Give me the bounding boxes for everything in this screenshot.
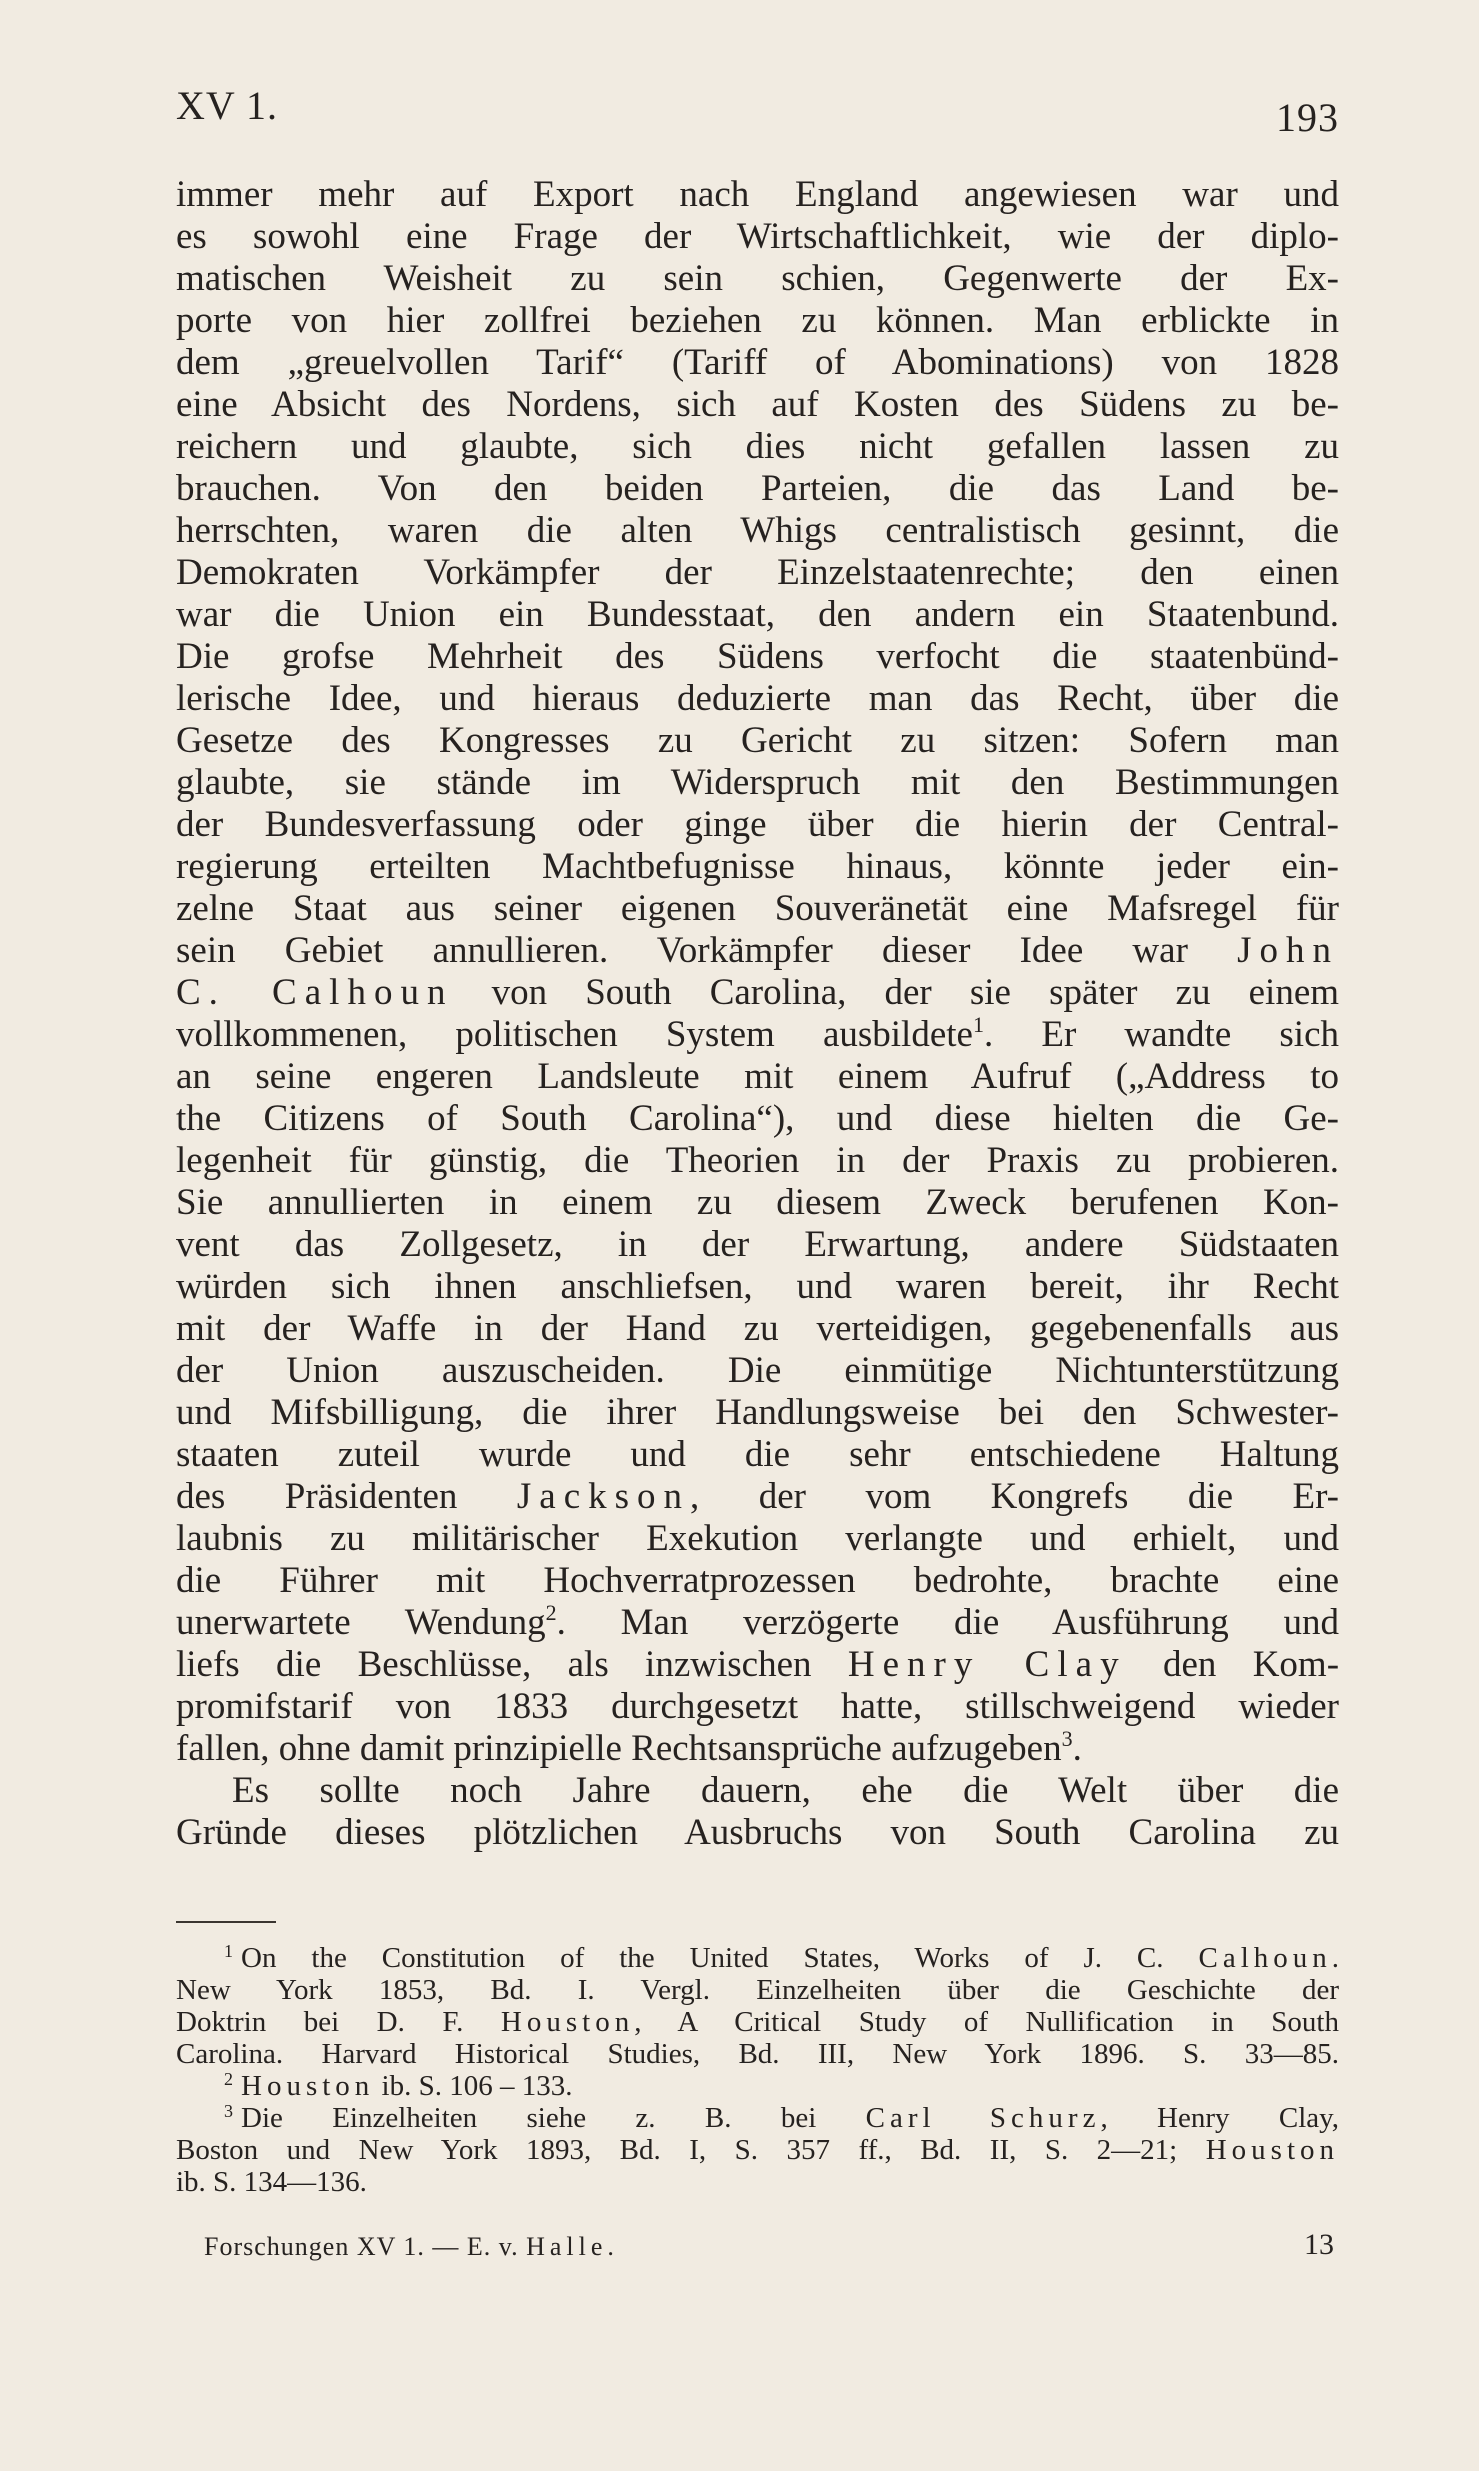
text-line: porte von hier zollfrei beziehen zu können. Man erblickte in: [176, 300, 1339, 341]
text-line: staaten zuteil wurde und die sehr entschiedene Haltung: [176, 1434, 1339, 1475]
text-line: brauchen. Von den beiden Parteien, die das Land be-: [176, 468, 1339, 509]
text-line: [176, 1602, 1339, 1644]
spaced-name: Henry Clay: [847, 1644, 1127, 1685]
text-line: die Führer mit Hochverratprozessen bedrohte, brachte eine: [176, 1560, 1339, 1601]
text-line: an seine engeren Landsleute mit einem Aufruf („Address to: [176, 1056, 1339, 1097]
text-run: Boston und New York 1893, Bd. I, S. 357 ff., Bd. II, S. 2—21;: [176, 2134, 1178, 2166]
spaced-name: Jackson: [516, 1476, 691, 1517]
text-line: Gesetze des Kongresses zu Gericht zu sitzen: Sofern man: [176, 720, 1339, 761]
text-line: es sowohl eine Frage der Wirtschaftlichkeit, wie der diplo-: [176, 216, 1339, 257]
text-line: der Union auszuscheiden. Die einmütige Nichtunterstützung: [176, 1350, 1339, 1391]
text-line: [176, 1014, 1339, 1056]
page-number: 193: [1276, 95, 1339, 140]
section-label: XV 1.: [176, 83, 279, 128]
text-line: reichern und glaubte, sich dies nicht gefallen lassen zu: [176, 426, 1339, 467]
text-line: eine Absicht des Nordens, sich auf Kosten des Südens zu be-: [176, 384, 1339, 425]
footnote-line: Carolina. Harvard Historical Studies, Bd. III, New York 1896. S. 33—85.: [176, 2038, 1339, 2070]
text-run: . Er wandte sich: [983, 1014, 1340, 1055]
footnote-ref: 2: [545, 1600, 557, 1625]
text-line: promifstarif von 1833 durchgesetzt hatte, stillschweigend wieder: [176, 1686, 1339, 1727]
text-line: Es sollte noch Jahre dauern, ehe die Welt über die: [232, 1770, 1339, 1811]
spaced-name: Carl Schurz: [865, 2102, 1101, 2134]
footnote-marker: 3: [224, 2101, 233, 2121]
spaced-name: Calhoun: [1198, 1942, 1332, 1974]
text-run: sein Gebiet annullieren. Vorkämpfer dieser Idee war: [176, 930, 1188, 971]
text-run: liefs die Beschlüsse, als inzwischen: [176, 1644, 812, 1685]
text-line: mit der Waffe in der Hand zu verteidigen, gegebenenfalls aus: [176, 1308, 1339, 1349]
text-line: legenheit für günstig, die Theorien in der Praxis zu probieren.: [176, 1140, 1339, 1181]
footnote-line: [176, 2102, 1339, 2134]
text-run: vollkommenen, politischen System ausbildete: [176, 1014, 973, 1055]
body-text: [176, 174, 1339, 1854]
text-run: ib. S. 106 – 133.: [374, 2070, 573, 2102]
text-line: und Mifsbilligung, die ihrer Handlungsweise bei den Schwester-: [176, 1392, 1339, 1433]
series-imprint: [204, 2232, 615, 2262]
page-footer: [204, 2228, 1339, 2272]
spaced-name: Houston: [500, 2006, 635, 2038]
text-line: laubnis zu militärischer Exekution verlangte und erhielt, und: [176, 1518, 1339, 1559]
text-run: Die Einzelheiten siehe z. B. bei: [241, 2102, 817, 2134]
spaced-name: Houston: [1205, 2134, 1340, 2166]
text-line: the Citizens of South Carolina“), und diese hielten die Ge-: [176, 1098, 1339, 1139]
footnote-line: [176, 1942, 1339, 1974]
text-run: Doktrin bei D. F.: [176, 2006, 464, 2038]
signature-mark: 13: [1304, 2228, 1334, 2261]
footnote-line: ib. S. 134—136.: [176, 2166, 367, 2198]
footnote-line: New York 1853, Bd. I. Vergl. Einzelheiten über die Geschichte der: [176, 1974, 1339, 2006]
text-line: der Bundesverfassung oder ginge über die hierin der Central-: [176, 804, 1339, 845]
text-line: zelne Staat aus seiner eigenen Souveränetät eine Mafsregel für: [176, 888, 1339, 929]
text-line: [176, 972, 1339, 1014]
text-run: . Man verzögerte die Ausführung und: [556, 1602, 1340, 1643]
spaced-name: Houston: [241, 2070, 375, 2102]
spaced-name: C. Calhoun: [176, 972, 454, 1013]
text-line: [176, 1476, 1339, 1518]
text-run: , Henry Clay,: [1100, 2102, 1340, 2134]
text-run: On the Constitution of the United States, Works of J. C.: [241, 1942, 1164, 1974]
text-line: glaubte, sie stände im Widerspruch mit den Bestimmungen: [176, 762, 1339, 803]
running-header: [176, 74, 1339, 140]
text-run: .: [607, 2232, 615, 2261]
spaced-name: John: [1237, 930, 1340, 971]
text-line: Die grofse Mehrheit des Südens verfocht die staatenbünd-: [176, 636, 1339, 677]
text-line: lerische Idee, und hieraus deduzierte man das Recht, über die: [176, 678, 1339, 719]
text-line: Demokraten Vorkämpfer der Einzelstaatenrechte; den einen: [176, 552, 1339, 593]
footnote-ref: 1: [972, 1012, 984, 1037]
spaced-name: Halle: [526, 2232, 608, 2261]
text-line: [176, 1644, 1339, 1686]
text-line: Sie annullierten in einem zu diesem Zweck berufenen Kon-: [176, 1182, 1339, 1223]
text-line: herrschten, waren die alten Whigs centralistisch gesinnt, die: [176, 510, 1339, 551]
footnote-line: [176, 2070, 1339, 2102]
text-line: immer mehr auf Export nach England angewiesen war und: [176, 174, 1339, 215]
text-run: .: [1072, 1728, 1082, 1769]
footnote-marker: 2: [224, 2069, 233, 2089]
text-run: .: [1331, 1942, 1340, 1974]
footnote-line: [176, 2006, 1339, 2038]
footnote-line: [176, 2134, 1339, 2166]
text-run: , A Critical Study of Nullification in South: [634, 2006, 1339, 2038]
footnotes: [176, 1942, 1339, 2198]
text-line: matischen Weisheit zu sein schien, Gegenwerte der Ex-: [176, 258, 1339, 299]
text-line: regierung erteilten Machtbefugnisse hinaus, könnte jeder ein-: [176, 846, 1339, 887]
text-run: des Präsidenten: [176, 1476, 458, 1517]
text-line: würden sich ihnen anschliefsen, und waren bereit, ihr Recht: [176, 1266, 1339, 1307]
text-line: Gründe dieses plötzlichen Ausbruchs von South Carolina zu: [176, 1812, 1339, 1853]
footnote-divider: [176, 1921, 276, 1923]
footnote-marker: 1: [224, 1941, 233, 1961]
text-run: fallen, ohne damit prinzipielle Rechtsansprüche aufzugeben: [176, 1728, 1062, 1769]
text-line: vent das Zollgesetz, in der Erwartung, andere Südstaaten: [176, 1224, 1339, 1265]
footnote-ref: 3: [1061, 1726, 1073, 1751]
text-run: von South Carolina, der sie später zu einem: [491, 972, 1340, 1013]
text-run: Forschungen XV 1. — E. v.: [204, 2232, 519, 2261]
text-line: [176, 930, 1339, 972]
text-run: , der vom Kongrefs die Er-: [690, 1476, 1339, 1517]
text-line: dem „greuelvollen Tarif“ (Tariff of Abominations) von 1828: [176, 342, 1339, 383]
text-run: unerwartete Wendung: [176, 1602, 546, 1643]
text-line: war die Union ein Bundesstaat, den andern ein Staatenbund.: [176, 594, 1339, 635]
text-line: [176, 1728, 1339, 1770]
text-run: den Kom-: [1162, 1644, 1340, 1685]
